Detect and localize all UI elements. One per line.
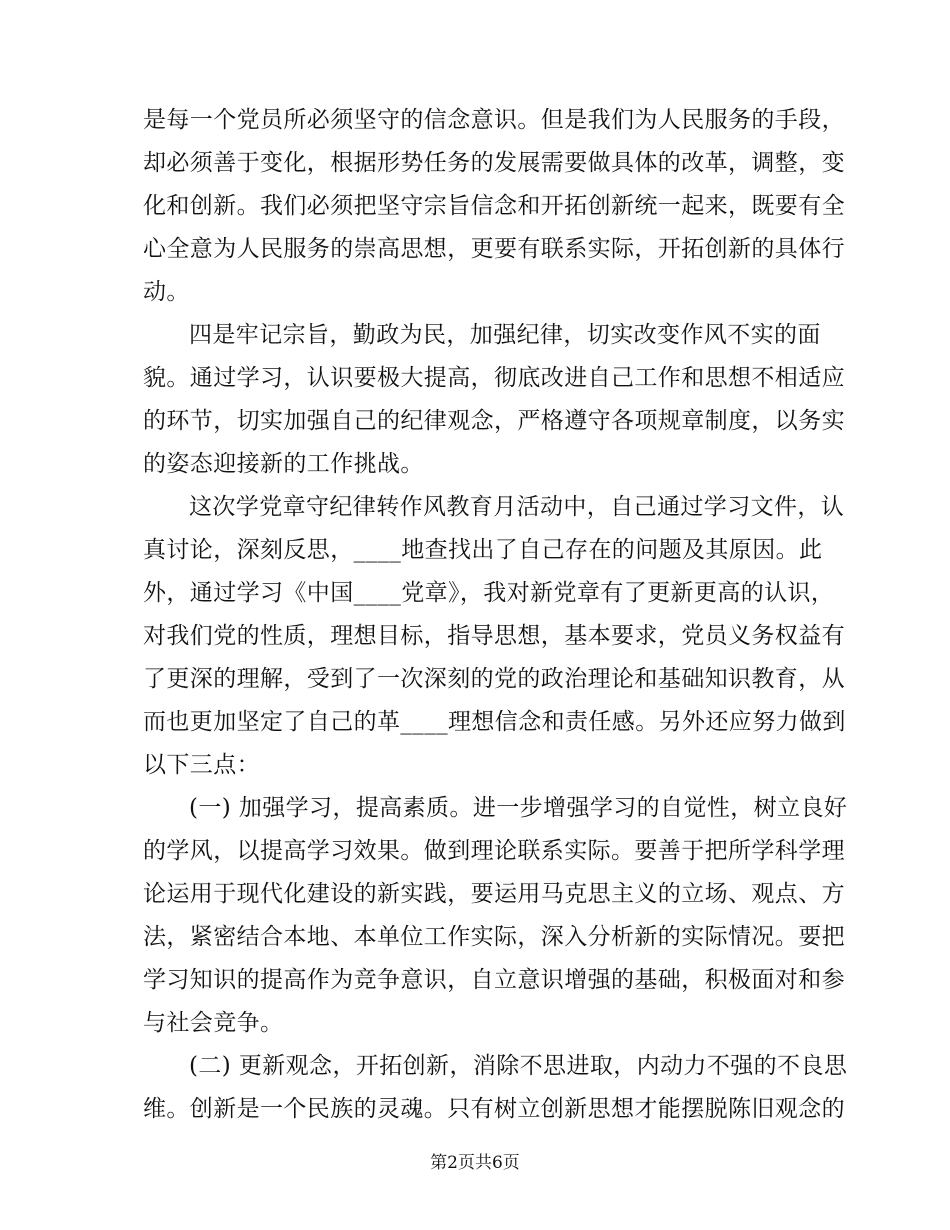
body-text-line: 貌。通过学习，认识要极大提高，彻底改进自己工作和思想不相适应 (143, 365, 845, 391)
body-text-line: 与社会竞争。 (143, 1010, 284, 1036)
body-text-line: 却必须善于变化，根据形势任务的发展需要做具体的改革，调整，变 (143, 150, 845, 176)
body-text-line: 学习知识的提高作为竞争意识，自立意识增强的基础，积极面对和参 (143, 967, 845, 993)
body-text-line: 的学风，以提高学习效果。做到理论联系实际。要善于把所学科学理 (143, 838, 845, 864)
body-text-line: 维。创新是一个民族的灵魂。只有树立创新思想才能摆脱陈旧观念的 (143, 1096, 845, 1122)
body-text-line: 论运用于现代化建设的新实践，要运用马克思主义的立场、观点、方 (143, 881, 845, 907)
body-text-line: 的环节，切实加强自己的纪律观念，严格遵守各项规章制度，以务实 (143, 408, 845, 434)
body-text-line: 外，通过学习《中国____党章》，我对新党章有了更新更高的认识， (143, 580, 835, 606)
body-text-line: 法，紧密结合本地、本单位工作实际，深入分析新的实际情况。要把 (143, 924, 845, 950)
body-text-line: 以下三点： (143, 752, 260, 778)
body-text-line: 动。 (143, 279, 190, 305)
paragraph-first-line: (二) 更新观念，开拓创新，消除不思进取，内动力不强的不良思 (189, 1053, 848, 1079)
paragraph-first-line: 这次学党章守纪律转作风教育月活动中，自己通过学习文件，认 (189, 494, 845, 520)
body-text-line: 化和创新。我们必须把坚守宗旨信念和开拓创新统一起来，既要有全 (143, 193, 845, 219)
body-text-line: 而也更加坚定了自己的革____理想信念和责任感。另外还应努力做到 (143, 709, 846, 735)
body-text-line: 真讨论，深刻反思，____地查找出了自己存在的问题及其原因。此 (143, 537, 823, 563)
body-text-line: 是每一个党员所必须坚守的信念意识。但是我们为人民服务的手段， (143, 107, 845, 133)
page-number-footer: 第2页共6页 (430, 1153, 520, 1173)
body-text-line: 对我们党的性质，理想目标，指导思想，基本要求，党员义务权益有 (143, 623, 845, 649)
paragraph-first-line: (一) 加强学习，提高素质。进一步增强学习的自觉性，树立良好 (189, 795, 848, 821)
body-text-line: 的姿态迎接新的工作挑战。 (143, 451, 424, 477)
paragraph-first-line: 四是牢记宗旨，勤政为民，加强纪律，切实改变作风不实的面 (189, 322, 821, 348)
body-text-line: 心全意为人民服务的崇高思想，更要有联系实际，开拓创新的具体行 (143, 236, 845, 262)
body-text-line: 了更深的理解，受到了一次深刻的党的政治理论和基础知识教育，从 (143, 666, 845, 692)
